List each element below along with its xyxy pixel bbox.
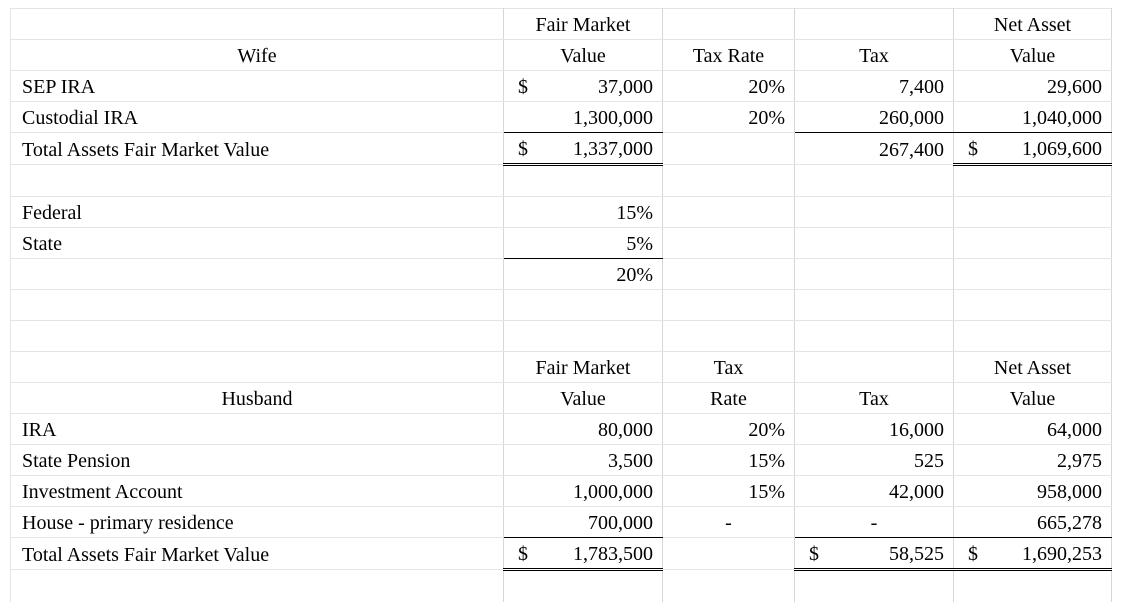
fmv-cell[interactable] (504, 71, 663, 102)
cell[interactable] (11, 321, 504, 352)
wife-fmv-header-line1[interactable]: Fair Market (504, 9, 663, 40)
husband-net-header-line2[interactable]: Value (954, 383, 1112, 414)
currency-symbol: $ (968, 543, 978, 565)
cell[interactable] (954, 197, 1112, 228)
cell[interactable] (663, 570, 795, 603)
cell[interactable] (954, 259, 1112, 290)
empty-row (11, 321, 1112, 352)
rate-row-total (11, 259, 1112, 290)
fmv-cell[interactable]: 1,300,000 (504, 102, 663, 133)
husband-row-ira (11, 414, 1112, 445)
rate-cell[interactable]: 15% (663, 445, 795, 476)
total-label[interactable]: Total Assets Fair Market Value (11, 538, 504, 570)
tax-cell[interactable]: 260,000 (795, 102, 954, 133)
husband-tax-header[interactable]: Tax (795, 383, 954, 414)
tax-cell[interactable]: 42,000 (795, 476, 954, 507)
wife-tax-header[interactable]: Tax (795, 40, 954, 71)
net-cell[interactable]: 2,975 (954, 445, 1112, 476)
cell[interactable] (11, 352, 504, 383)
rate-row-state (11, 228, 1112, 259)
rate-cell[interactable]: 20% (663, 414, 795, 445)
row-label[interactable]: Investment Account (11, 476, 504, 507)
fmv-cell[interactable]: 3,500 (504, 445, 663, 476)
total-tax-cell[interactable]: 267,400 (795, 133, 954, 165)
cell[interactable] (795, 570, 954, 603)
net-cell[interactable]: 64,000 (954, 414, 1112, 445)
cell[interactable] (504, 570, 663, 603)
spreadsheet (10, 8, 1112, 602)
cell[interactable] (663, 259, 795, 290)
cell[interactable] (11, 9, 504, 40)
rate-cell[interactable]: 20% (663, 71, 795, 102)
cell[interactable] (795, 321, 954, 352)
cell[interactable] (663, 133, 795, 165)
total-fmv-value: 1,337,000 (573, 138, 653, 160)
cell[interactable] (663, 165, 795, 197)
tax-cell[interactable]: 16,000 (795, 414, 954, 445)
cell[interactable] (795, 352, 954, 383)
net-cell[interactable]: 958,000 (954, 476, 1112, 507)
wife-net-header-line2[interactable]: Value (954, 40, 1112, 71)
row-label[interactable]: State Pension (11, 445, 504, 476)
cell[interactable] (504, 165, 663, 197)
cell[interactable] (504, 290, 663, 321)
rate-label[interactable]: Federal (11, 197, 504, 228)
rate-cell[interactable]: 20% (663, 102, 795, 133)
fmv-cell[interactable]: 700,000 (504, 507, 663, 538)
net-cell[interactable]: 665,278 (954, 507, 1112, 538)
wife-fmv-header-line2[interactable]: Value (504, 40, 663, 71)
total-net-value: 1,690,253 (1022, 543, 1102, 565)
husband-rate-header-line2[interactable]: Rate (663, 383, 795, 414)
total-fmv-cell[interactable] (504, 538, 663, 570)
total-fmv-value: 1,783,500 (573, 543, 653, 565)
husband-rate-header-line1[interactable]: Tax (663, 352, 795, 383)
net-cell[interactable]: 29,600 (954, 71, 1112, 102)
wife-total-row (11, 133, 1112, 165)
row-label[interactable]: SEP IRA (11, 71, 504, 102)
cell[interactable] (11, 290, 504, 321)
cell[interactable] (795, 165, 954, 197)
cell[interactable] (11, 165, 504, 197)
rate-value[interactable]: 5% (504, 228, 663, 259)
currency-symbol: $ (518, 543, 528, 565)
husband-row-investment-account (11, 476, 1112, 507)
row-label[interactable]: House - primary residence (11, 507, 504, 538)
total-tax-cell[interactable] (795, 538, 954, 570)
husband-fmv-header-line1[interactable]: Fair Market (504, 352, 663, 383)
cell[interactable] (663, 228, 795, 259)
empty-row (11, 290, 1112, 321)
cell[interactable] (954, 570, 1112, 603)
tax-cell[interactable]: - (795, 507, 954, 538)
husband-fmv-header-line2[interactable]: Value (504, 383, 663, 414)
currency-symbol: $ (518, 76, 528, 98)
net-cell[interactable]: 1,040,000 (954, 102, 1112, 133)
cell[interactable] (663, 290, 795, 321)
husband-header-row-2 (11, 383, 1112, 414)
cell[interactable] (663, 197, 795, 228)
cell[interactable] (795, 9, 954, 40)
tax-cell[interactable]: 525 (795, 445, 954, 476)
rate-total-value[interactable]: 20% (504, 259, 663, 290)
tax-cell[interactable]: 7,400 (795, 71, 954, 102)
wife-rate-header[interactable]: Tax Rate (663, 40, 795, 71)
cell[interactable] (663, 538, 795, 570)
cell[interactable] (663, 9, 795, 40)
rate-label[interactable] (11, 259, 504, 290)
wife-net-header-line1[interactable]: Net Asset (954, 9, 1112, 40)
cell[interactable] (11, 570, 504, 603)
total-net-value: 1,069,600 (1022, 138, 1102, 160)
total-net-cell[interactable] (954, 133, 1112, 165)
row-label[interactable]: IRA (11, 414, 504, 445)
currency-symbol: $ (968, 138, 978, 160)
fmv-cell[interactable]: 1,000,000 (504, 476, 663, 507)
wife-row-custodial-ira (11, 102, 1112, 133)
husband-section-title[interactable]: Husband (11, 383, 504, 414)
rate-cell[interactable]: - (663, 507, 795, 538)
currency-symbol: $ (809, 543, 819, 565)
total-tax-value: 58,525 (889, 543, 944, 565)
wife-section-title[interactable]: Wife (11, 40, 504, 71)
total-net-cell[interactable] (954, 538, 1112, 570)
cell[interactable] (954, 321, 1112, 352)
cell[interactable] (954, 228, 1112, 259)
husband-total-row (11, 538, 1112, 570)
row-label[interactable]: Custodial IRA (11, 102, 504, 133)
cell[interactable] (795, 259, 954, 290)
cell[interactable] (795, 290, 954, 321)
husband-header-row-1 (11, 352, 1112, 383)
husband-row-house (11, 507, 1112, 538)
cell[interactable] (954, 290, 1112, 321)
cell[interactable] (954, 165, 1112, 197)
rate-value[interactable]: 15% (504, 197, 663, 228)
wife-header-row-1 (11, 9, 1112, 40)
asset-tax-table (10, 8, 1112, 602)
rate-row-federal (11, 197, 1112, 228)
rate-cell[interactable]: 15% (663, 476, 795, 507)
empty-row (11, 165, 1112, 197)
husband-row-state-pension (11, 445, 1112, 476)
cell[interactable] (663, 321, 795, 352)
wife-row-sep-ira (11, 71, 1112, 102)
cell[interactable] (795, 197, 954, 228)
husband-net-header-line1[interactable]: Net Asset (954, 352, 1112, 383)
empty-row (11, 570, 1112, 603)
fmv-value: 37,000 (598, 76, 653, 98)
rate-label[interactable]: State (11, 228, 504, 259)
cell[interactable] (795, 228, 954, 259)
cell[interactable] (504, 321, 663, 352)
wife-header-row-2 (11, 40, 1112, 71)
fmv-cell[interactable]: 80,000 (504, 414, 663, 445)
currency-symbol: $ (518, 138, 528, 160)
total-fmv-cell[interactable] (504, 133, 663, 165)
total-label[interactable]: Total Assets Fair Market Value (11, 133, 504, 165)
